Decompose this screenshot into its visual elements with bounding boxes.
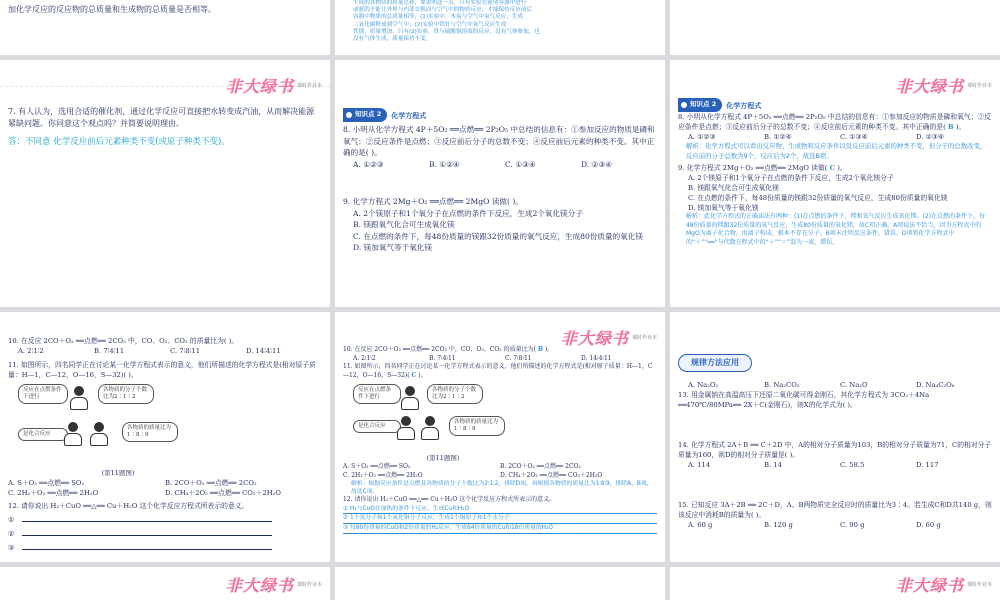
explanation-9: 解析：此化学方程式的正确读法有两种：(1)在点燃的条件下，镁和氧气反应生成氧化镁。(2)在点燃的条件下，每48份质量的镁跟32份质量的氧气反应，生成80份质量的氧化镁，故C项正确。A项说法不恰当，因为方程式中的MgO为离子化合物，由离子构成，根本不存在分子。B项未注明反应条件，错误。D项将化学方程式中的“＋”“══”与代数方程式中的“＋”“＝”混为一谈，错误。: [686, 213, 986, 246]
option[interactable]: B. 镁跟氧气化合可生成氧化镁: [353, 220, 455, 229]
question-11-tail: )。: [418, 371, 427, 379]
knowledge-label: 知识点 2: [690, 100, 717, 108]
option[interactable]: D. Na₄C₂O₆: [916, 381, 955, 389]
option[interactable]: A. Na₂O₂: [688, 381, 719, 389]
student-icon: [421, 416, 439, 438]
option[interactable]: D. 60 g: [916, 521, 941, 529]
question-9: [343, 196, 657, 254]
speech-bubble: 是化合反应: [353, 420, 401, 433]
answered-block: [343, 346, 657, 534]
section-title: 规律方法应用: [678, 354, 752, 372]
slide-q10-q12-answers[interactable]: [335, 312, 665, 562]
option[interactable]: C. 7∶8∶11: [505, 354, 532, 362]
dot-icon: [681, 102, 687, 108]
figure-caption: (第11题图): [101, 469, 135, 477]
option[interactable]: C. 2H₂＋O₂ ══点燃══ 2H₂O: [343, 471, 423, 479]
option[interactable]: A. S＋O₂ ══点燃══ SO₂: [343, 462, 411, 470]
slide-top-left[interactable]: [0, 0, 330, 55]
student-icon: [90, 422, 108, 444]
brand-name: 非大绿书: [895, 576, 964, 596]
knowledge-tag: [343, 108, 387, 122]
question-10-tail: )。: [544, 346, 554, 353]
option[interactable]: B. ①②④: [764, 133, 792, 141]
question-7: 7. 有人认为，选用合适的催化剂，通过化学反应可直接把水转变成汽油，从而解决能源紧缺问题。你同意这个观点吗？并简要说明理由。: [8, 107, 315, 128]
question-10-text: 10. 在反应 2CO＋O₂ ══点燃══ 2CO₂ 中，CO、O₂、CO₂ 的质量比为( )。: [8, 337, 239, 345]
student-icon: [401, 386, 419, 408]
knowledge-heading: [678, 98, 992, 112]
option[interactable]: D. CH₄＋2O₂ ══点燃══ CO₂＋2H₂O: [165, 489, 281, 497]
slide-bottom-left[interactable]: [0, 567, 330, 600]
brand-logo: [226, 74, 322, 100]
option[interactable]: D. 镁加氧气等于氧化镁: [688, 204, 759, 212]
option[interactable]: A. ①②③: [353, 159, 384, 169]
question-8-text: 8. 小明从化学方程式 4P＋5O₂ ══点燃══ 2P₂O₅ 中总结的信息有：①参加反应的物质是磷和氧气；②反应条件是点燃；③反应前后分子的总数不变；④反应前后元素的种类不变。其中正确的是( )。: [343, 125, 655, 157]
answer-line: ③ 每80份质量的CuO和2份质量的H₂反应，生成64份质量的Cu和18份质量的H₂O: [343, 524, 657, 534]
question-11-text: 11. 如图所示，四名同学正在讨论某一化学方程式表示的意义，他们所描述的化学方程式是(相对原子质量：H—1，C—12，O—16，S—32)(: [343, 363, 653, 379]
option[interactable]: A. 2∶1∶2: [353, 354, 376, 362]
slide-q8-q9-answers[interactable]: [670, 60, 1000, 307]
blank-line[interactable]: [22, 525, 272, 536]
option[interactable]: B. ①②④: [429, 159, 460, 169]
brand-logo: [226, 573, 322, 599]
slide-top-right[interactable]: [670, 0, 1000, 55]
option[interactable]: D. 117: [916, 461, 939, 469]
question-15: [678, 500, 992, 530]
question-15-options: [678, 520, 992, 530]
brand-tag: 课时作业本: [966, 582, 992, 589]
explanation-8: 解析：化学方程式可以看出反应物、生成物和反应条件以及反应前后元素的种类不变，但分子的总数改变，反应前的分子总数为9个，反应后为2个，故选B项。: [686, 142, 987, 160]
option[interactable]: C. 7∶8∶11: [170, 347, 201, 355]
slide-bottom-right[interactable]: [670, 567, 1000, 600]
knowledge-title: 化学方程式: [391, 111, 427, 120]
question-15-text: 15. 已知反应 3A＋2B ══ 2C＋D，A、B两物质完全反应时的质量比为3∶4。若生成C和D共140 g，则该反应中消耗B的质量为( )。: [678, 501, 992, 519]
option[interactable]: A. S＋O₂ ══点燃══ SO₂: [8, 479, 85, 487]
answer-line: ① H₂与CuO在加热的条件下反应，生成Cu和H₂O: [343, 505, 657, 515]
explain-line: 铁锈，质量增加，只有(2)实验，铁与硫酸铜溶液的反应，没有气体参加，也: [353, 28, 540, 35]
option[interactable]: B. 7∶4∶11: [94, 347, 125, 355]
answer-blank[interactable]: [8, 539, 322, 553]
option[interactable]: C. 90 g: [840, 521, 865, 529]
brand-name: 非大绿书: [895, 77, 964, 97]
explanation-block: [353, 0, 657, 43]
question-9-text: 9. 化学方程式 2Mg＋O₂ ══点燃══ 2MgO 读做( )。: [343, 197, 523, 206]
slide-q7[interactable]: [0, 60, 330, 307]
knowledge-label: 知识点 2: [355, 110, 382, 118]
option[interactable]: A. 2个镁原子和1个氧分子在点燃的条件下反应，生成2个氧化镁分子: [353, 208, 583, 218]
brand-logo: [896, 573, 992, 599]
question-12-text: 12. 请你说出 H₂＋CuO ══△══ Cu＋H₂O 这个化学反应方程式所表示的意义。: [8, 502, 249, 510]
question-8-options: [678, 132, 992, 142]
answer-blank[interactable]: [8, 511, 322, 525]
slide-top-middle[interactable]: [335, 0, 665, 55]
option[interactable]: D. 14∶4∶11: [246, 347, 281, 355]
student-icon: [70, 386, 88, 408]
option[interactable]: A. 60 g: [688, 521, 713, 529]
student-icon: [397, 416, 415, 438]
slide-q10-q12[interactable]: [0, 312, 330, 562]
answer-10: B: [537, 346, 543, 353]
explain-line: 二氧化碳释放到空气中；(2)实验中铁钉与空气中氧气反应生成: [353, 21, 507, 28]
explain-line: 容器中物质的总质量相等，(1)实验中，木炭与空气中氧气反应，生成: [353, 14, 524, 21]
explain-line: 或驱的不能让外界与内部交换而与空气中的物质反应，才能保持反应前后: [353, 7, 533, 14]
question-10: [8, 336, 322, 553]
question-14-text: 14. 化学方程式 2A＋B ══ C＋2D 中，A的相对分子质量为103，B的相对分子质量为71，C的相对分子质量为160，则D的相对分子质量是( )。: [678, 441, 992, 459]
question-9-text: 9. 化学方程式 2Mg＋O₂ ══点燃══ 2MgO 读做(: [678, 164, 828, 172]
question-11-options: [8, 478, 322, 498]
knowledge-tag: [678, 98, 722, 112]
option[interactable]: B. 7∶4∶11: [429, 354, 456, 362]
brand-logo: [896, 74, 992, 100]
brand-tag: 课时作业本: [966, 83, 992, 90]
question-10-options: [8, 346, 322, 356]
option[interactable]: B. 镁跟氧气化合可生成氧化镁: [688, 184, 779, 192]
option[interactable]: C. 在点燃的条件下，每48份质量的镁跟32份质量的氧气反应，生成80份质量的氧化镁: [353, 231, 643, 241]
speech-bubble: 各物质的质量比为1∶8∶9: [122, 422, 178, 442]
option[interactable]: A. 114: [688, 461, 711, 469]
answer-8: B: [947, 123, 954, 131]
option[interactable]: A. 2∶1∶2: [18, 347, 44, 355]
question-11-text: 11. 如图所示，四名同学正在讨论某一化学方程式表示的意义，他们所描述的化学方程式是(相对原子质量：H—1，C—12，O—16，S—32)( )。: [8, 361, 316, 379]
section-heading: [678, 354, 992, 372]
question-10-text: 10. 在反应 2CO＋O₂ ══点燃══ 2CO₂ 中，CO、O₂、CO₂ 的质量比为(: [343, 346, 536, 353]
slide-bottom-middle[interactable]: [335, 567, 665, 600]
question-8-text: 8. 小明从化学方程式 4P＋5O₂ ══点燃══ 2P₂O₅ 中总结的信息有：①参加反应的物质是磷和氧气；②反应条件是点燃；③反应前后分子的总数不变；④反应前后元素的种类不变。其中正确的是(: [678, 113, 991, 131]
question-14: [678, 440, 992, 470]
answer-blank[interactable]: [8, 525, 322, 539]
option[interactable]: D. ②③④: [916, 133, 944, 141]
question-8-answered: [678, 112, 992, 247]
answer-7: 答：不同意 化学反应前后元素种类不变(或原子种类不变)。: [8, 137, 230, 147]
option[interactable]: C. 2H₂＋O₂ ══点燃══ 2H₂O: [8, 489, 99, 497]
option[interactable]: B. 14: [764, 461, 782, 469]
option[interactable]: D. ②③④: [581, 159, 613, 169]
discussion-figure: [353, 382, 543, 452]
question-12-text: 12. 请你说出 H₂＋CuO ══△══ Cu＋H₂O 这个化学反应方程式所表示的意义。: [343, 496, 556, 504]
speech-bubble: 反应在点燃条件下进行: [353, 384, 401, 404]
question-8: [343, 124, 657, 170]
speech-bubble: 各物质的质量比为1∶8∶9: [449, 416, 505, 436]
answer-11: C: [411, 371, 417, 379]
explanation-11: 解析：根据反应条件是点燃及各物质的分子个数比为2∶1∶2，排除D项，再根据各物质的质量比为1∶8∶9，排除A、B项，故选C项。: [351, 481, 653, 496]
explain-line: 没有气体生成，质量保持不变。: [353, 36, 432, 43]
question-8-options: [343, 159, 657, 171]
option[interactable]: D. 镁加氧气等于氧化镁: [353, 243, 432, 252]
speech-bubble: 是化合反应: [18, 428, 68, 441]
speech-bubble: 各物质的分子个数比为2∶1∶2: [427, 384, 483, 404]
blank-marker: ③: [8, 544, 15, 552]
blank-marker: ①: [8, 516, 15, 524]
option[interactable]: B. 120 g: [764, 521, 793, 529]
question-11-options: [343, 463, 657, 480]
speech-bubble: 各物质的分子个数比为2∶1∶2: [98, 384, 154, 404]
option[interactable]: C. Na₂O: [840, 381, 868, 389]
option[interactable]: A. ①②③: [688, 133, 716, 141]
option[interactable]: C. 58.5: [840, 461, 865, 469]
option[interactable]: A. 2个镁原子和1个氧分子在点燃的条件下反应，生成2个氧化镁分子: [688, 174, 894, 182]
question-8-tail: )。: [955, 123, 966, 131]
knowledge-heading: [343, 108, 657, 122]
slide-text: 加化学反应的反应物的总质量和生成物的总质量是否相等。: [8, 5, 216, 14]
option[interactable]: B. 2CO＋O₂ ══点燃══ 2CO₂: [165, 479, 257, 487]
question-14-options: [678, 460, 992, 470]
question-9-tail: )。: [837, 164, 847, 172]
brand-tag: 课时作业本: [296, 582, 322, 589]
dot-icon: [346, 112, 352, 118]
question-13-options: [678, 380, 992, 390]
brand-name: 非大绿书: [225, 77, 294, 97]
slide-rule-methods[interactable]: [670, 312, 1000, 562]
option[interactable]: C. ①③④: [840, 133, 868, 141]
option[interactable]: B. 2CO＋O₂ ══点燃══ 2CO₂: [500, 462, 581, 470]
knowledge-title: 化学方程式: [726, 101, 762, 110]
brand-tag: 课时作业本: [631, 335, 657, 342]
question-13-text: 13. 用金属钠在高温高压下还原二氧化碳可得金刚石，其化学方程式为 3CO₂＋4Na ══470℃/80MPa══ 2X＋C(金刚石)，则X的化学式为( )。: [678, 391, 930, 409]
question-10-options: [343, 355, 657, 364]
blank-marker: ②: [8, 530, 15, 538]
blank-line[interactable]: [22, 511, 272, 522]
discussion-figure: [18, 382, 208, 466]
question-13: [678, 380, 992, 410]
blank-line[interactable]: [22, 539, 272, 550]
brand-name: 非大绿书: [560, 329, 629, 349]
brand-tag: 课时作业本: [296, 83, 322, 90]
slide-q8-q9[interactable]: [335, 60, 665, 307]
option[interactable]: D. CH₄＋2O₂ ══点燃══ CO₂＋2H₂O: [500, 471, 603, 479]
answer-9: C: [829, 164, 836, 172]
option[interactable]: D. 14∶4∶11: [581, 354, 612, 362]
explain-line: 生成的各物质的质量总和，要说明这一点，只有实验在密闭容器中进行: [353, 0, 527, 6]
answer-line: ② 1个氢分子和1个氧化铜分子反应，生成1个铜原子和1个水分子: [343, 514, 657, 524]
speech-bubble: 反应在点燃条件下进行: [18, 384, 68, 404]
option[interactable]: C. ①③④: [505, 159, 536, 169]
student-icon: [64, 422, 82, 444]
option[interactable]: B. Na₂CO₃: [764, 381, 800, 389]
option[interactable]: C. 在点燃的条件下，每48份质量的镁跟32份质量的氧气反应，生成80份质量的氧化镁: [688, 194, 948, 202]
figure-caption: (第11题图): [426, 454, 460, 463]
brand-name: 非大绿书: [225, 576, 294, 596]
